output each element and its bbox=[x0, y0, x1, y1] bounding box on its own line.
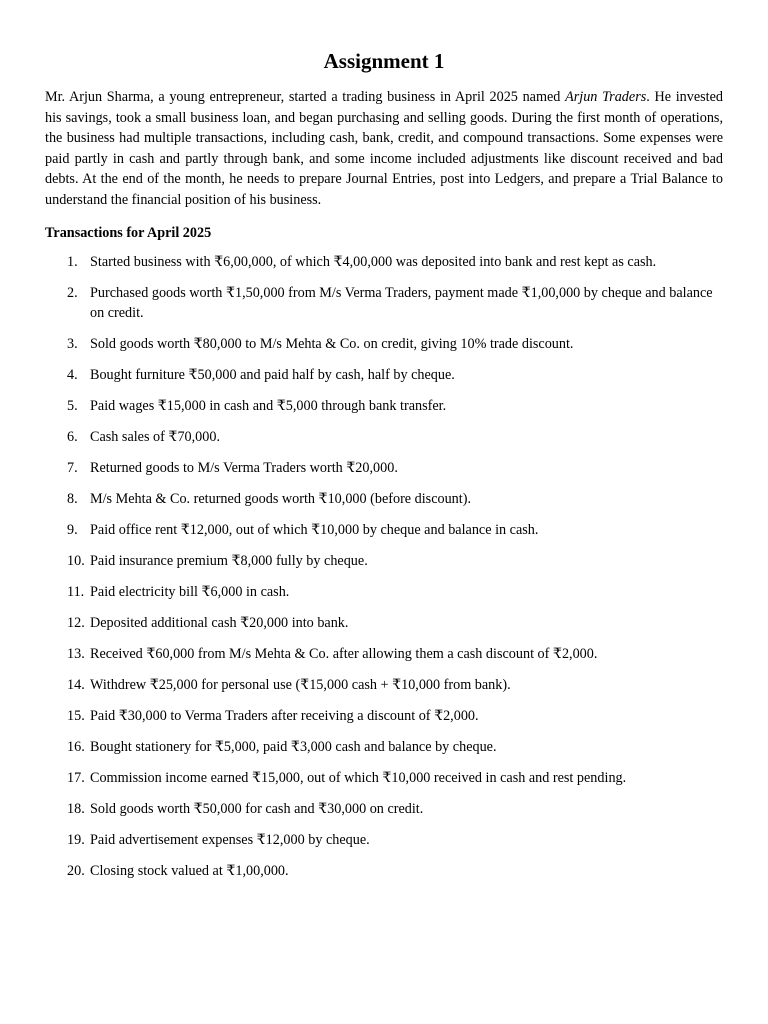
intro-paragraph bbox=[45, 87, 723, 211]
transaction-item bbox=[45, 551, 723, 571]
transaction-number bbox=[45, 427, 90, 447]
transaction-item bbox=[45, 613, 723, 633]
transaction-number bbox=[45, 706, 90, 726]
transaction-item bbox=[45, 458, 723, 478]
transaction-number bbox=[45, 283, 90, 323]
transaction-text: M/s Mehta & Co. returned goods worth ₹10,000 (before discount). bbox=[90, 490, 471, 507]
transaction-number-label: 4. bbox=[67, 366, 78, 383]
transaction-number-label: 1. bbox=[67, 253, 78, 270]
transaction-text: Paid office rent ₹12,000, out of which ₹10,000 by cheque and balance in cash. bbox=[90, 521, 539, 538]
transaction-number bbox=[45, 582, 90, 602]
transaction-text: Received ₹60,000 from M/s Mehta & Co. after allowing them a cash discount of ₹2,000. bbox=[90, 645, 598, 662]
transaction-text: Closing stock valued at ₹1,00,000. bbox=[90, 862, 289, 879]
transaction-number bbox=[45, 675, 90, 695]
transaction-item bbox=[45, 644, 723, 664]
transaction-item bbox=[45, 427, 723, 447]
transaction-number-label: 19. bbox=[67, 831, 85, 848]
transaction-text: Paid wages ₹15,000 in cash and ₹5,000 through bank transfer. bbox=[90, 397, 447, 414]
transaction-number bbox=[45, 799, 90, 819]
transaction-number-label: 6. bbox=[67, 428, 78, 445]
transaction-text: Sold goods worth ₹80,000 to M/s Mehta & Co. on credit, giving 10% trade discount. bbox=[90, 335, 574, 352]
transaction-number bbox=[45, 489, 90, 509]
page-title: Assignment 1 bbox=[323, 49, 445, 73]
transaction-item bbox=[45, 675, 723, 695]
transaction-number bbox=[45, 613, 90, 633]
transaction-item bbox=[45, 737, 723, 757]
transaction-text: Bought stationery for ₹5,000, paid ₹3,000 cash and balance by cheque. bbox=[90, 738, 497, 755]
section-heading: Transactions for April 2025 bbox=[45, 224, 212, 241]
transaction-number-label: 7. bbox=[67, 459, 78, 476]
transaction-number bbox=[45, 830, 90, 850]
transaction-text: Cash sales of ₹70,000. bbox=[90, 428, 221, 445]
transaction-text: Bought furniture ₹50,000 and paid half by cash, half by cheque. bbox=[90, 366, 455, 383]
transaction-number-label: 17. bbox=[67, 769, 85, 786]
transaction-number-label: 8. bbox=[67, 490, 78, 507]
transaction-number-label: 14. bbox=[67, 676, 85, 693]
transaction-item bbox=[45, 396, 723, 416]
transaction-item bbox=[45, 706, 723, 726]
transaction-item bbox=[45, 520, 723, 540]
transaction-number-label: 13. bbox=[67, 645, 85, 662]
transaction-item bbox=[45, 768, 723, 788]
intro-text-start: Mr. Arjun Sharma, a young entrepreneur, started a trading business in April 2025 named bbox=[45, 89, 566, 105]
transaction-number-label: 18. bbox=[67, 800, 85, 817]
transaction-number bbox=[45, 737, 90, 757]
transaction-text: Paid ₹30,000 to Verma Traders after receiving a discount of ₹2,000. bbox=[90, 707, 479, 724]
transactions-list bbox=[45, 252, 723, 881]
transaction-item bbox=[45, 334, 723, 354]
transaction-number-label: 10. bbox=[67, 552, 85, 569]
transaction-number-label: 9. bbox=[67, 521, 78, 538]
transaction-text: Purchased goods worth ₹1,50,000 from M/s Verma Traders, payment made ₹1,00,000 by cheque and balance on credit. bbox=[90, 284, 713, 321]
transaction-number bbox=[45, 252, 90, 272]
transaction-item bbox=[45, 365, 723, 385]
transaction-number-label: 2. bbox=[67, 284, 78, 301]
transaction-number-label: 12. bbox=[67, 614, 85, 631]
transaction-number-label: 11. bbox=[67, 583, 85, 600]
transaction-text: Paid electricity bill ₹6,000 in cash. bbox=[90, 583, 290, 600]
transaction-number bbox=[45, 768, 90, 788]
transaction-number-label: 15. bbox=[67, 707, 85, 724]
transaction-text: Commission income earned ₹15,000, out of which ₹10,000 received in cash and rest pending. bbox=[90, 769, 627, 786]
transaction-number bbox=[45, 520, 90, 540]
transaction-text: Paid advertisement expenses ₹12,000 by cheque. bbox=[90, 831, 370, 848]
transaction-item bbox=[45, 489, 723, 509]
transaction-number-label: 3. bbox=[67, 335, 78, 352]
transaction-number-label: 16. bbox=[67, 738, 85, 755]
transaction-number bbox=[45, 644, 90, 664]
intro-text-end: . He invested his savings, took a small business loan, and began purchasing and selling goods. During the first month of operations, the business had multiple transactions, including cash, bank, credit, and compound transactions. Some expenses were paid partly in cash and partly through bank, and some income included adjustments like discount received and bad debts. At the end of the month, he needs to prepare Journal Entries, post into Ledgers, and prepare a Trial Balance to understand the financial position of his business. bbox=[45, 89, 723, 208]
transaction-text: Returned goods to M/s Verma Traders worth ₹20,000. bbox=[90, 459, 398, 476]
transaction-item bbox=[45, 830, 723, 850]
transaction-text: Deposited additional cash ₹20,000 into bank. bbox=[90, 614, 349, 631]
transaction-number bbox=[45, 861, 90, 881]
transaction-number bbox=[45, 365, 90, 385]
transaction-number bbox=[45, 334, 90, 354]
transaction-number bbox=[45, 551, 90, 571]
transaction-item bbox=[45, 582, 723, 602]
transaction-item bbox=[45, 799, 723, 819]
transaction-text: Sold goods worth ₹50,000 for cash and ₹30,000 on credit. bbox=[90, 800, 424, 817]
transaction-item bbox=[45, 861, 723, 881]
transaction-number bbox=[45, 396, 90, 416]
transaction-number-label: 20. bbox=[67, 862, 85, 879]
transaction-text: Paid insurance premium ₹8,000 fully by cheque. bbox=[90, 552, 368, 569]
transaction-text: Started business with ₹6,00,000, of which ₹4,00,000 was deposited into bank and rest kept as cash. bbox=[90, 253, 657, 270]
transaction-text: Withdrew ₹25,000 for personal use (₹15,000 cash + ₹10,000 from bank). bbox=[90, 676, 511, 693]
transaction-item bbox=[45, 252, 723, 272]
transaction-number-label: 5. bbox=[67, 397, 78, 414]
business-name: Arjun Traders bbox=[565, 89, 647, 105]
transaction-item bbox=[45, 283, 723, 323]
transaction-number bbox=[45, 458, 90, 478]
